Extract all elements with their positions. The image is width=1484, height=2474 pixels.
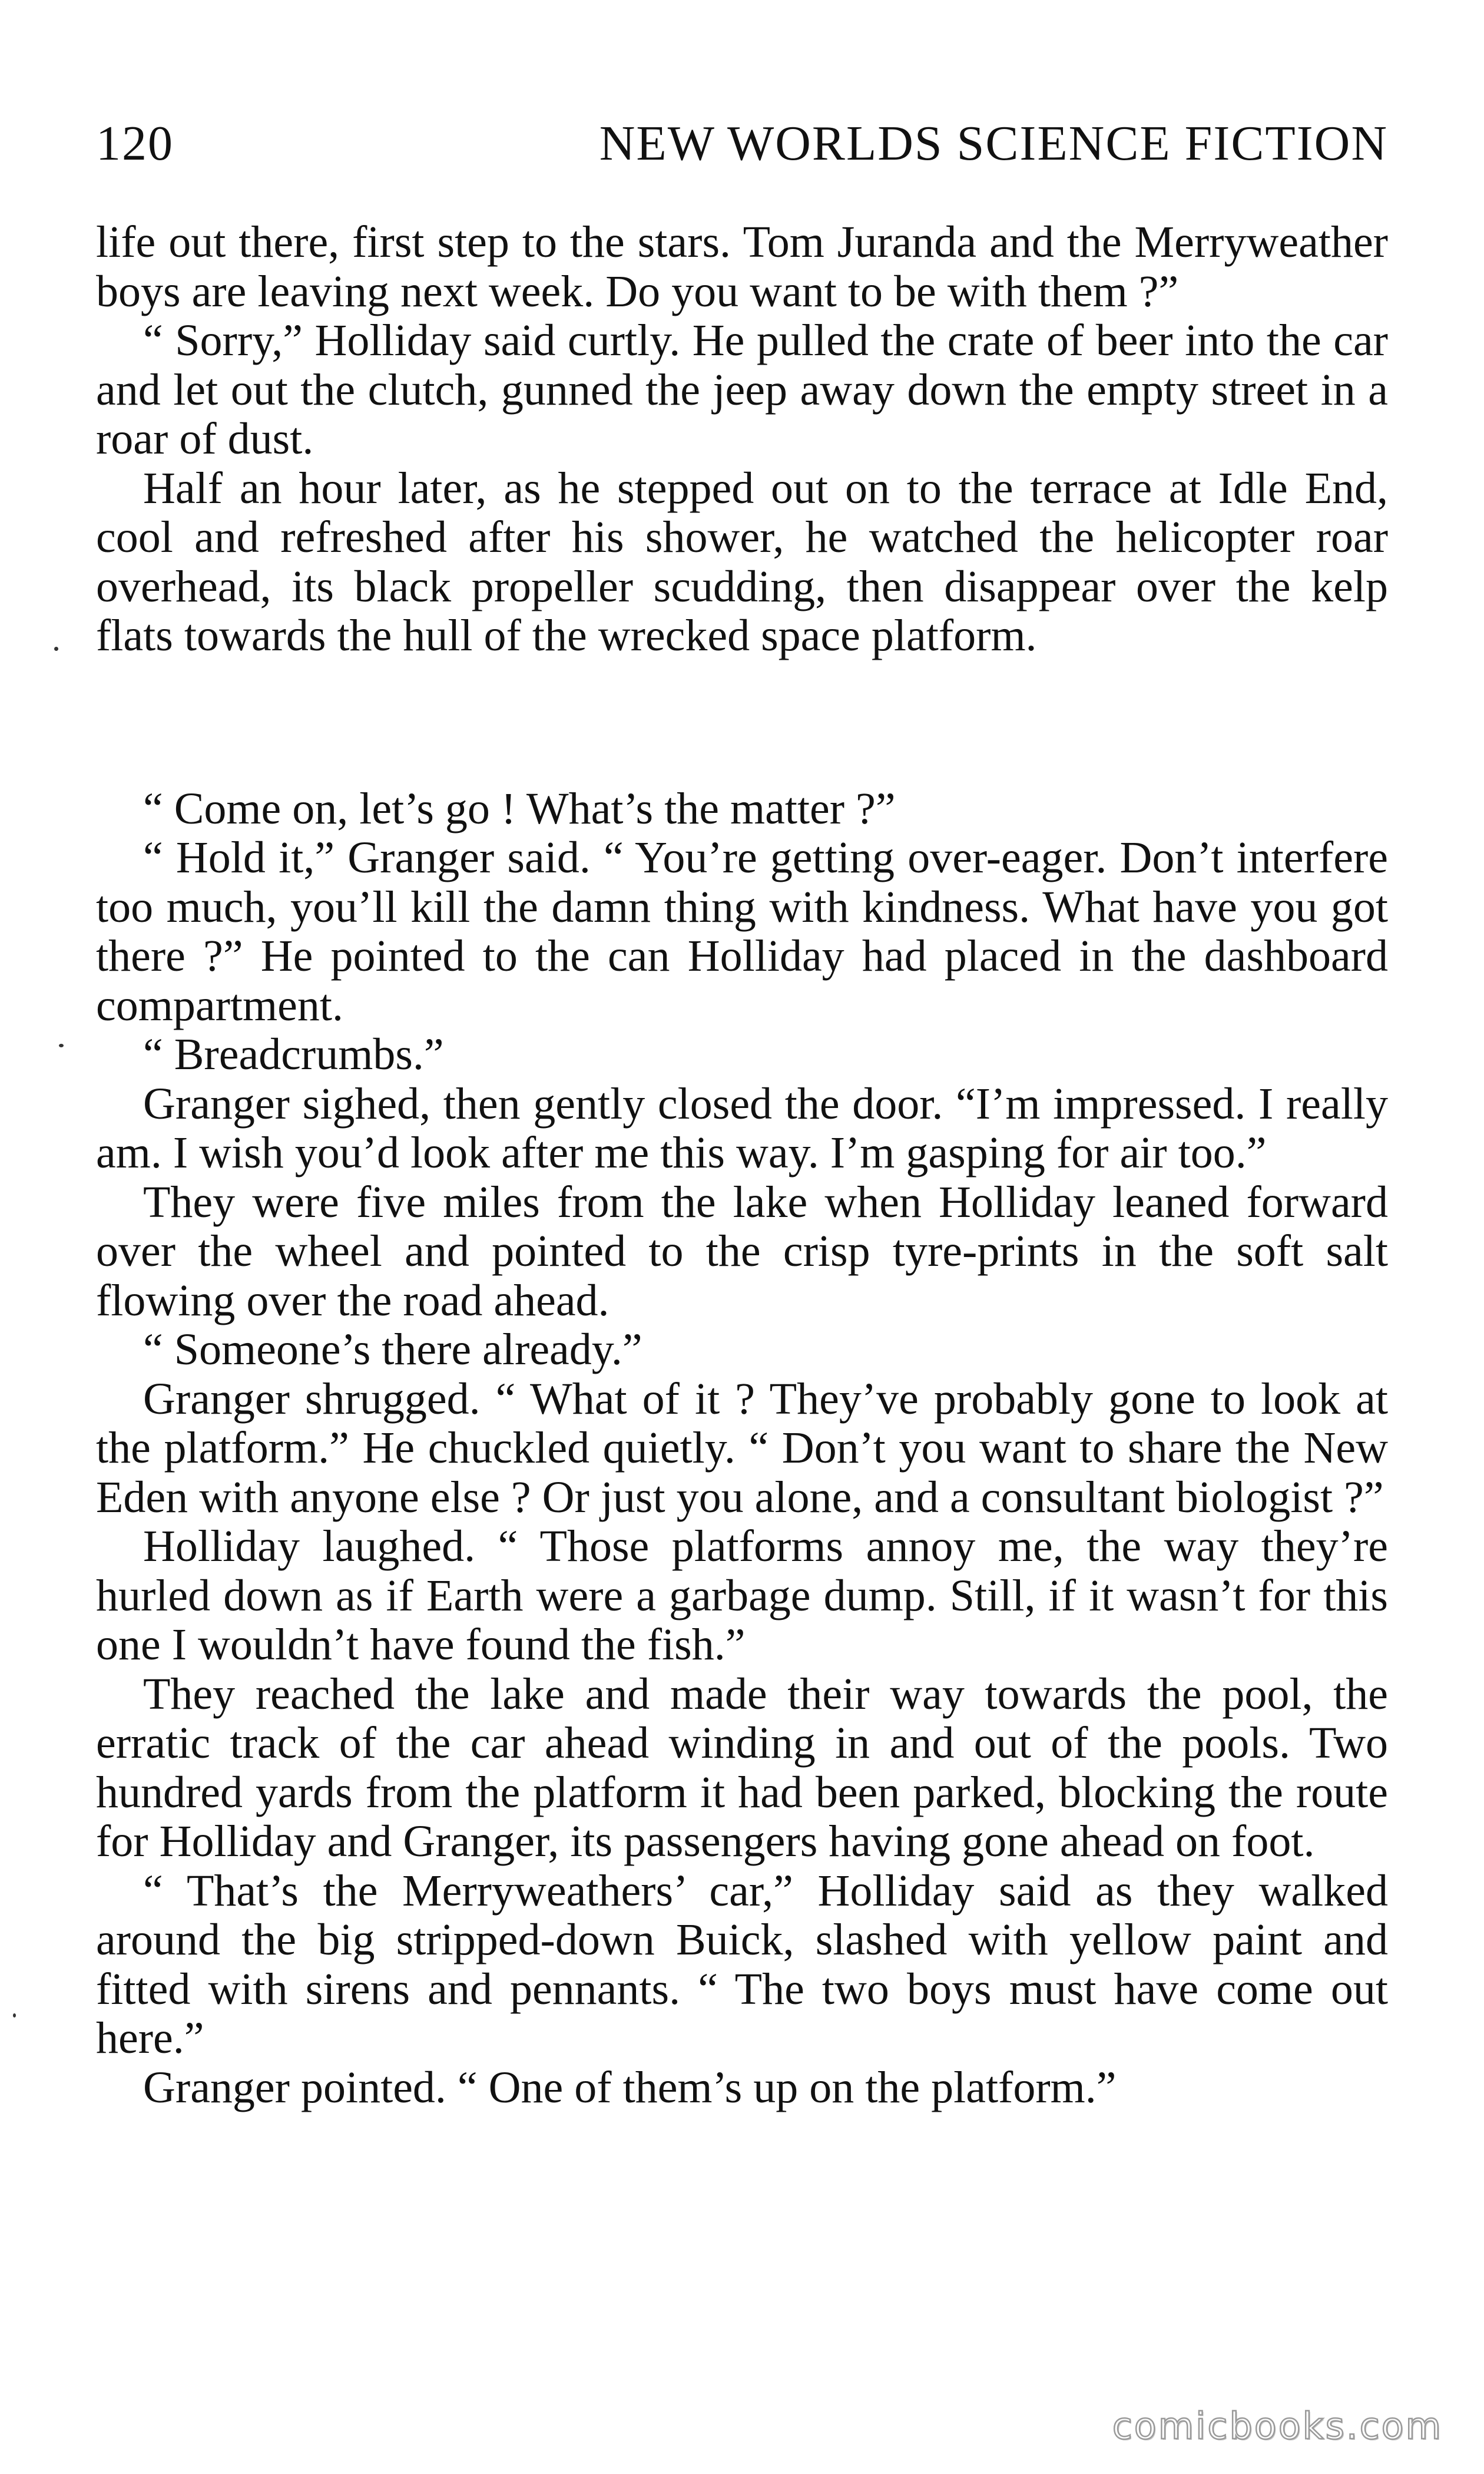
paragraph: “ That’s the Merryweathers’ car,” Holliday said as they walked around the big stripped-down Buick, slashed with yellow paint and fitted with sirens and pennants. “ The two boys must have come out here.” [96, 1866, 1388, 2063]
print-speck [54, 647, 58, 651]
paragraph: “ Come on, let’s go ! What’s the matter ?” [143, 783, 896, 834]
watermark: comicbooks.com [1112, 2404, 1443, 2447]
page-number: 120 [96, 116, 174, 171]
print-speck [13, 2013, 16, 2017]
paragraph: They reached the lake and made their way towards the pool, the erratic track of the car ahead winding in and out of the pools. Two hundred yards from the platform it had been parked, blocking the route for Holliday and Granger, its passengers having gone ahead on foot. [96, 1669, 1388, 1866]
section-break [96, 661, 1388, 785]
paragraph: Half an hour later, as he stepped out on to the terrace at Idle End, cool and refreshed after his shower, he watched the helicopter roar overhead, its black propeller scudding, then disappear over the kelp flats towards the hull of the wrecked space platform. [96, 463, 1388, 660]
magazine-title: NEW WORLDS SCIENCE FICTION [599, 116, 1388, 171]
paragraph: Holliday laughed. “ Those platforms annoy me, the way they’re hurled down as if Earth were a garbage dump. Still, if it wasn’t for this one I wouldn’t have found the fish.” [96, 1522, 1388, 1669]
paragraph: Granger sighed, then gently closed the door. “I’m impressed. I really am. I wish you’d look after me this way. I’m gasping for air too.” [96, 1079, 1388, 1178]
body-text [96, 218, 1388, 2112]
paragraph: They were five miles from the lake when Holliday leaned forward over the wheel and pointed to the crisp tyre-prints in the soft salt flowing over the road ahead. [96, 1177, 1388, 1325]
running-head [96, 115, 1388, 180]
paragraph: Granger shrugged. “ What of it ? They’ve probably gone to look at the platform.” He chuckled quietly. “ Don’t you want to share the New Eden with anyone else ? Or just you alone, and a consultant biologist ?” [96, 1374, 1388, 1522]
paragraph: “ Someone’s there already.” [143, 1325, 642, 1374]
paragraph: “ Sorry,” Holliday said curtly. He pulled the crate of beer into the car and let out the clutch, gunned the jeep away down the empty street in a roar of dust. [96, 316, 1388, 464]
paragraph: life out there, first step to the stars. Tom Juranda and the Merryweather boys are leaving next week. Do you want to be with them ?” [96, 217, 1388, 316]
paragraph: “ Breadcrumbs.” [143, 1030, 444, 1079]
paragraph: “ Hold it,” Granger said. “ You’re getting over-eager. Don’t interfere too much, you’ll kill the damn thing with kindness. What have you got there ?” He pointed to the can Holliday had placed in the dashboard compartment. [96, 833, 1388, 1030]
print-speck [59, 1044, 64, 1047]
paragraph: Granger pointed. “ One of them’s up on the platform.” [143, 2062, 1117, 2112]
